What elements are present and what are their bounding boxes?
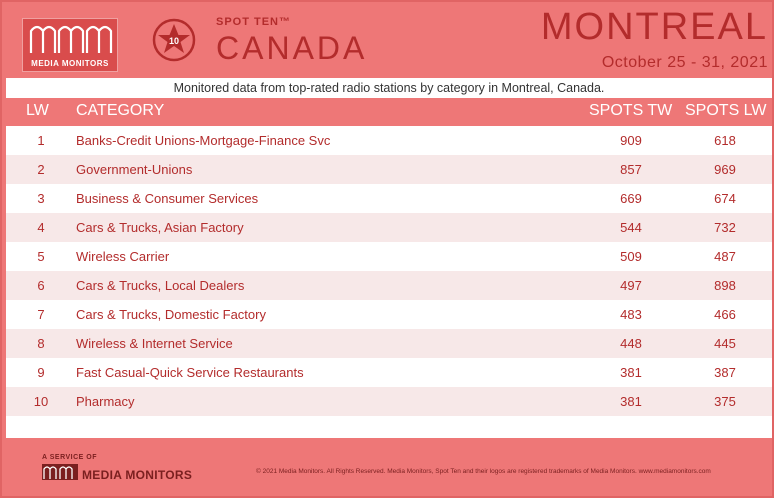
header — [2, 2, 774, 80]
table-row — [6, 329, 772, 358]
table-row — [6, 242, 772, 271]
table-row — [6, 126, 772, 155]
brand-top: SPOT TEN™ — [216, 16, 292, 28]
cell-lw: 9 — [37, 365, 45, 380]
cell-lw: 6 — [37, 278, 45, 293]
cell-lw: 2 — [37, 162, 45, 177]
subtitle: Monitored data from top-rated radio stations by category in Montreal, Canada. — [6, 78, 772, 98]
col-header-lw: LW — [26, 102, 49, 119]
table-row — [6, 213, 772, 242]
table-row — [6, 155, 772, 184]
service-of-label: A SERVICE OF — [42, 454, 98, 461]
cell-lw: 10 — [33, 394, 49, 409]
cell-category: Government-Unions — [76, 162, 193, 177]
media-monitors-logo — [22, 18, 118, 72]
table-row — [6, 184, 772, 213]
col-header-category: CATEGORY — [76, 102, 165, 119]
cell-category: Fast Casual-Quick Service Restaurants — [76, 365, 304, 380]
cell-spots-lw: 618 — [714, 133, 736, 148]
cell-spots-lw: 898 — [714, 278, 736, 293]
cell-lw: 7 — [37, 307, 45, 322]
cell-spots-lw: 732 — [714, 220, 736, 235]
cell-category: Cars & Trucks, Domestic Factory — [76, 307, 266, 322]
cell-spots-lw: 674 — [714, 191, 736, 206]
brand-main: CANADA — [216, 30, 368, 66]
cell-lw: 8 — [37, 336, 45, 351]
cell-spots-lw: 387 — [714, 365, 736, 380]
city-title: MONTREAL — [540, 6, 768, 48]
col-header-spots-lw: SPOTS LW — [685, 102, 767, 119]
cell-spots-tw: 857 — [620, 162, 642, 177]
cell-spots-tw: 381 — [620, 394, 642, 409]
star-badge-icon — [152, 18, 196, 62]
cell-spots-lw: 375 — [714, 394, 736, 409]
cell-spots-lw: 466 — [714, 307, 736, 322]
col-header-spots-tw: SPOTS TW — [589, 102, 673, 119]
cell-lw: 4 — [37, 220, 45, 235]
cell-category: Business & Consumer Services — [76, 191, 259, 206]
cell-category: Pharmacy — [76, 394, 135, 409]
cell-spots-tw: 544 — [620, 220, 642, 235]
cell-spots-tw: 909 — [620, 133, 642, 148]
column-headers — [6, 98, 772, 126]
cell-spots-tw: 381 — [620, 365, 642, 380]
cell-category: Wireless & Internet Service — [76, 336, 233, 351]
table-row — [6, 271, 772, 300]
table-row — [6, 358, 772, 387]
cell-category: Banks-Credit Unions-Mortgage-Finance Svc — [76, 133, 331, 148]
cell-spots-tw: 509 — [620, 249, 642, 264]
waveform-icon — [29, 23, 113, 55]
cell-category: Cars & Trucks, Local Dealers — [76, 278, 245, 293]
logo-text: MEDIA MONITORS — [31, 59, 109, 68]
cell-lw: 3 — [37, 191, 45, 206]
copyright-text: © 2021 Media Monitors. All Rights Reserved. Media Monitors, Spot Ten and their logos are registered trademarks of Media Monitors. www.mediamonitors.com — [256, 468, 711, 475]
table-row — [6, 300, 772, 329]
cell-category: Cars & Trucks, Asian Factory — [76, 220, 244, 235]
table-row — [6, 387, 772, 416]
cell-lw: 5 — [37, 249, 45, 264]
cell-spots-tw: 669 — [620, 191, 642, 206]
cell-spots-tw: 497 — [620, 278, 642, 293]
cell-category: Wireless Carrier — [76, 249, 170, 264]
date-range: October 25 - 31, 2021 — [601, 54, 768, 71]
footer — [2, 438, 774, 500]
cell-spots-tw: 448 — [620, 336, 642, 351]
cell-spots-lw: 969 — [714, 162, 736, 177]
footer-waveform-icon — [42, 464, 78, 480]
badge-number: 10 — [168, 36, 180, 46]
cell-spots-tw: 483 — [620, 307, 642, 322]
cell-spots-lw: 487 — [714, 249, 736, 264]
footer-brand: MEDIA MONITORS — [82, 468, 193, 482]
cell-lw: 1 — [37, 133, 45, 148]
ranking-table — [6, 126, 772, 438]
cell-spots-lw: 445 — [714, 336, 736, 351]
